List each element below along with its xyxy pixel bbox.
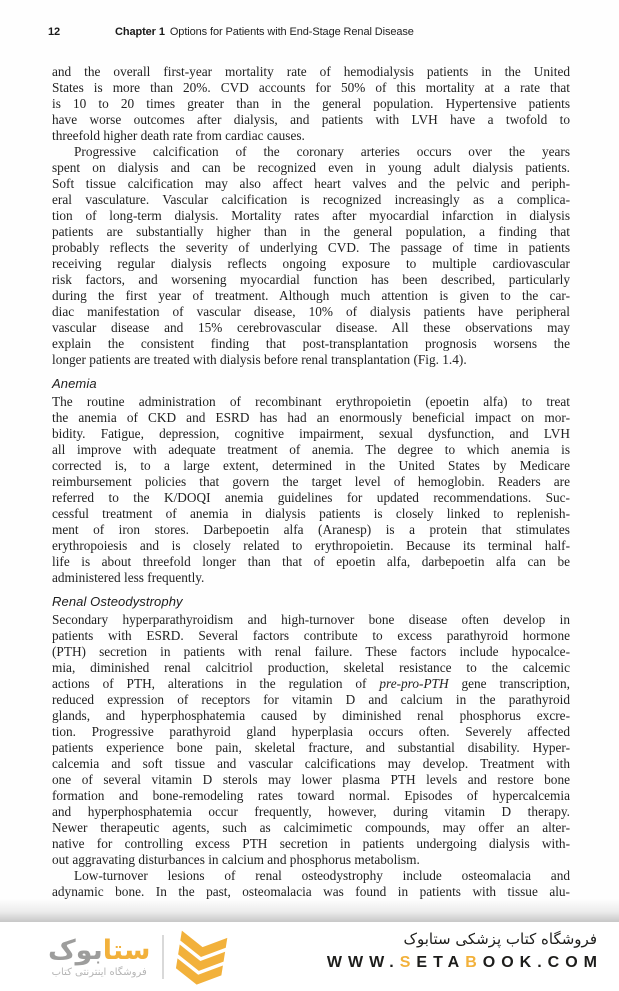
logo-wordmark-start: ستا: [102, 935, 151, 966]
url-segment: ETA: [416, 954, 466, 971]
text-line: during the first year of treatment. Although much attention is given to the car-: [52, 288, 570, 303]
article-body: [52, 64, 570, 916]
paragraph: [52, 394, 570, 586]
logo-divider: [162, 935, 164, 979]
url-segment: WWW.: [326, 954, 400, 971]
text-line: erythropoiesis and is closely related to erythropoietin. Because its terminal half-: [52, 538, 570, 553]
text-line: probably reflects the severity of underlying CVD. The passage of time in patients: [52, 240, 570, 255]
text-line: spent on dialysis and can be recognized even in young adult dialysis patients.: [52, 160, 570, 175]
text-line: glands, and hyperphosphatemia caused by diminished renal phosphorus excre-: [52, 708, 570, 723]
text-line: formation and bone-remodeling rates toward normal. Episodes of hypercalcemia: [52, 788, 570, 803]
text-line: tion. Progressive parathyroid gland hyperplasia occurs often. Severely affected: [52, 724, 570, 739]
text-line: adynamic bone. In the past, osteomalacia was found in patients with tissue alu-: [52, 884, 570, 899]
text-line: diac manifestation of vascular disease, 10% of dialysis patients have peripheral: [52, 304, 570, 319]
store-name-text: فروشگاه کتاب پزشکی ستابوک: [403, 930, 597, 948]
text-line: Soft tissue calcification may also affect heart valves and the pelvic and periph-: [52, 176, 570, 191]
text-line: Secondary hyperparathyroidism and high-turnover bone disease often develop in: [52, 612, 570, 627]
footer-banner: [0, 922, 619, 991]
text-line: have worse outcomes after dialysis, and patients with LVH have a twofold to: [52, 112, 570, 127]
text-line: Progressive calcification of the coronary arteries occurs over the years: [74, 144, 570, 159]
text-line: referred to the K/DOQI anemia guidelines for updated recommendations. Suc-: [52, 490, 570, 505]
text-line: patients with ESRD. Several factors contribute to excess parathyroid hormone: [52, 628, 570, 643]
footer-url[interactable]: [327, 954, 603, 972]
footer-right-block: [326, 930, 603, 972]
text-line: and hyperphosphatemia occur frequently, however, during vitamin D therapy.: [52, 804, 570, 819]
text-line: Low-turnover lesions of renal osteodystrophy include osteomalacia and: [74, 868, 570, 883]
text-line: native for controlling excess PTH secretion in patients undergoing dialysis with-: [52, 836, 570, 851]
text-line: tion of long-term dialysis. Mortality rates after myocardial infarction in dialysis: [52, 208, 570, 223]
url-segment: OOK.COM: [482, 954, 603, 971]
text-line: calcemia and soft tissue and vascular calcifications may develop. Treatment with: [52, 756, 570, 771]
text-line: vascular disease and 15% cerebrovascular disease. All these observations may: [52, 320, 570, 335]
running-head: [115, 26, 414, 38]
text-line: out aggravating disturbances in calcium and phosphorus metabolism.: [52, 852, 420, 867]
text-line: is 10 to 20 times greater than in the general population. Hypertensive patients: [52, 96, 570, 111]
url-segment: B: [465, 954, 483, 971]
text-line: and the overall first-year mortality rate of hemodialysis patients in the United: [52, 64, 570, 79]
text-line: longer patients are treated with dialysis before renal transplantation (Fig. 1.4).: [52, 352, 467, 367]
page-header: [0, 26, 619, 42]
text-line: the anemia of CKD and ESRD has had an enormously beneficial impact on mor-: [52, 410, 570, 425]
text-line: one of several vitamin D sterols may lower plasma PTH levels and restore bone: [52, 772, 570, 787]
logo-tagline: فروشگاه اینترنتی کتاب: [51, 967, 147, 978]
text-line: eral vasculature. Vascular calcification is recognized increasingly as a complica-: [52, 192, 570, 207]
text-line: ment of iron stores. Darbepoetin alfa (Aranesp) is a protein that stimulates: [52, 522, 570, 537]
text-line: cessful treatment of anemia in dialysis patients is closely linked to replenish-: [52, 506, 570, 521]
text-line: life is about threefold longer than that of epoetin alfa, darbepoetin alfa can be: [52, 554, 570, 569]
paragraph: [52, 612, 570, 868]
text-line: receiving regular dialysis reflects ongoing exposure to multiple cardiovascular: [52, 256, 570, 271]
chapter-title: Options for Patients with End-Stage Renal Disease: [169, 26, 414, 38]
logo-wordmark-column: [48, 936, 150, 978]
section-heading: Renal Osteodystrophy: [52, 594, 183, 609]
text-line: mia, diminished renal calcitriol production, skeletal resistance to the calcemic: [52, 660, 570, 675]
text-line: patients experience bone pain, skeletal fracture, and substantial disability. Hyper-: [52, 740, 570, 755]
text-line: patients are substantially higher than in the general population, a finding that: [52, 224, 570, 239]
text-line: explain the consistent finding that post-transplantation prognosis worsens the: [52, 336, 570, 351]
setabook-chevrons-icon: [174, 928, 228, 986]
text-line: reduced expression of receptors for vitamin D and calcium in the parathyroid: [52, 692, 570, 707]
text-line: bidity. Fatigue, depression, cognitive impairment, sexual dysfunction, and LVH: [52, 426, 570, 441]
paragraph: [52, 144, 570, 368]
logo-wordmark-end: بوک: [48, 935, 103, 966]
text-line: risk factors, and worsening myocardial function has been described, particularly: [52, 272, 570, 287]
logo-wordmark: [48, 936, 150, 966]
text-line: reimbursement policies that govern the target level of hemoglobin. Readers are: [52, 474, 570, 489]
text-line: The routine administration of recombinant erythropoietin (epoetin alfa) to treat: [52, 394, 570, 409]
section-heading: Anemia: [52, 376, 97, 391]
text-line: (PTH) secretion in patients with renal failure. These factors include hypocalce-: [52, 644, 570, 659]
text-line: all improve with adequate treatment of anemia. The degree to which anemia is: [52, 442, 570, 457]
page-number: 12: [48, 26, 61, 38]
text-line: actions of PTH, alterations in the regulation of pre-pro-PTH gene transcription,: [52, 676, 570, 691]
chapter-label: Chapter 1: [115, 26, 165, 38]
url-segment: S: [399, 954, 417, 971]
text-line: administered less frequently.: [52, 570, 205, 585]
text-line: threefold higher death rate from cardiac causes.: [52, 128, 305, 143]
text-line: Newer therapeutic agents, such as calcimimetic compounds, may offer an alter-: [52, 820, 570, 835]
setabook-logo: [48, 928, 228, 986]
page-scan-shadow: [0, 899, 619, 922]
text-line: States is more than 20%. CVD accounts for 50% of this mortality at a rate that: [52, 80, 570, 95]
paragraph: [52, 64, 570, 144]
text-line: corrected is, to a large extent, determined in the United States by Medicare: [52, 458, 570, 473]
